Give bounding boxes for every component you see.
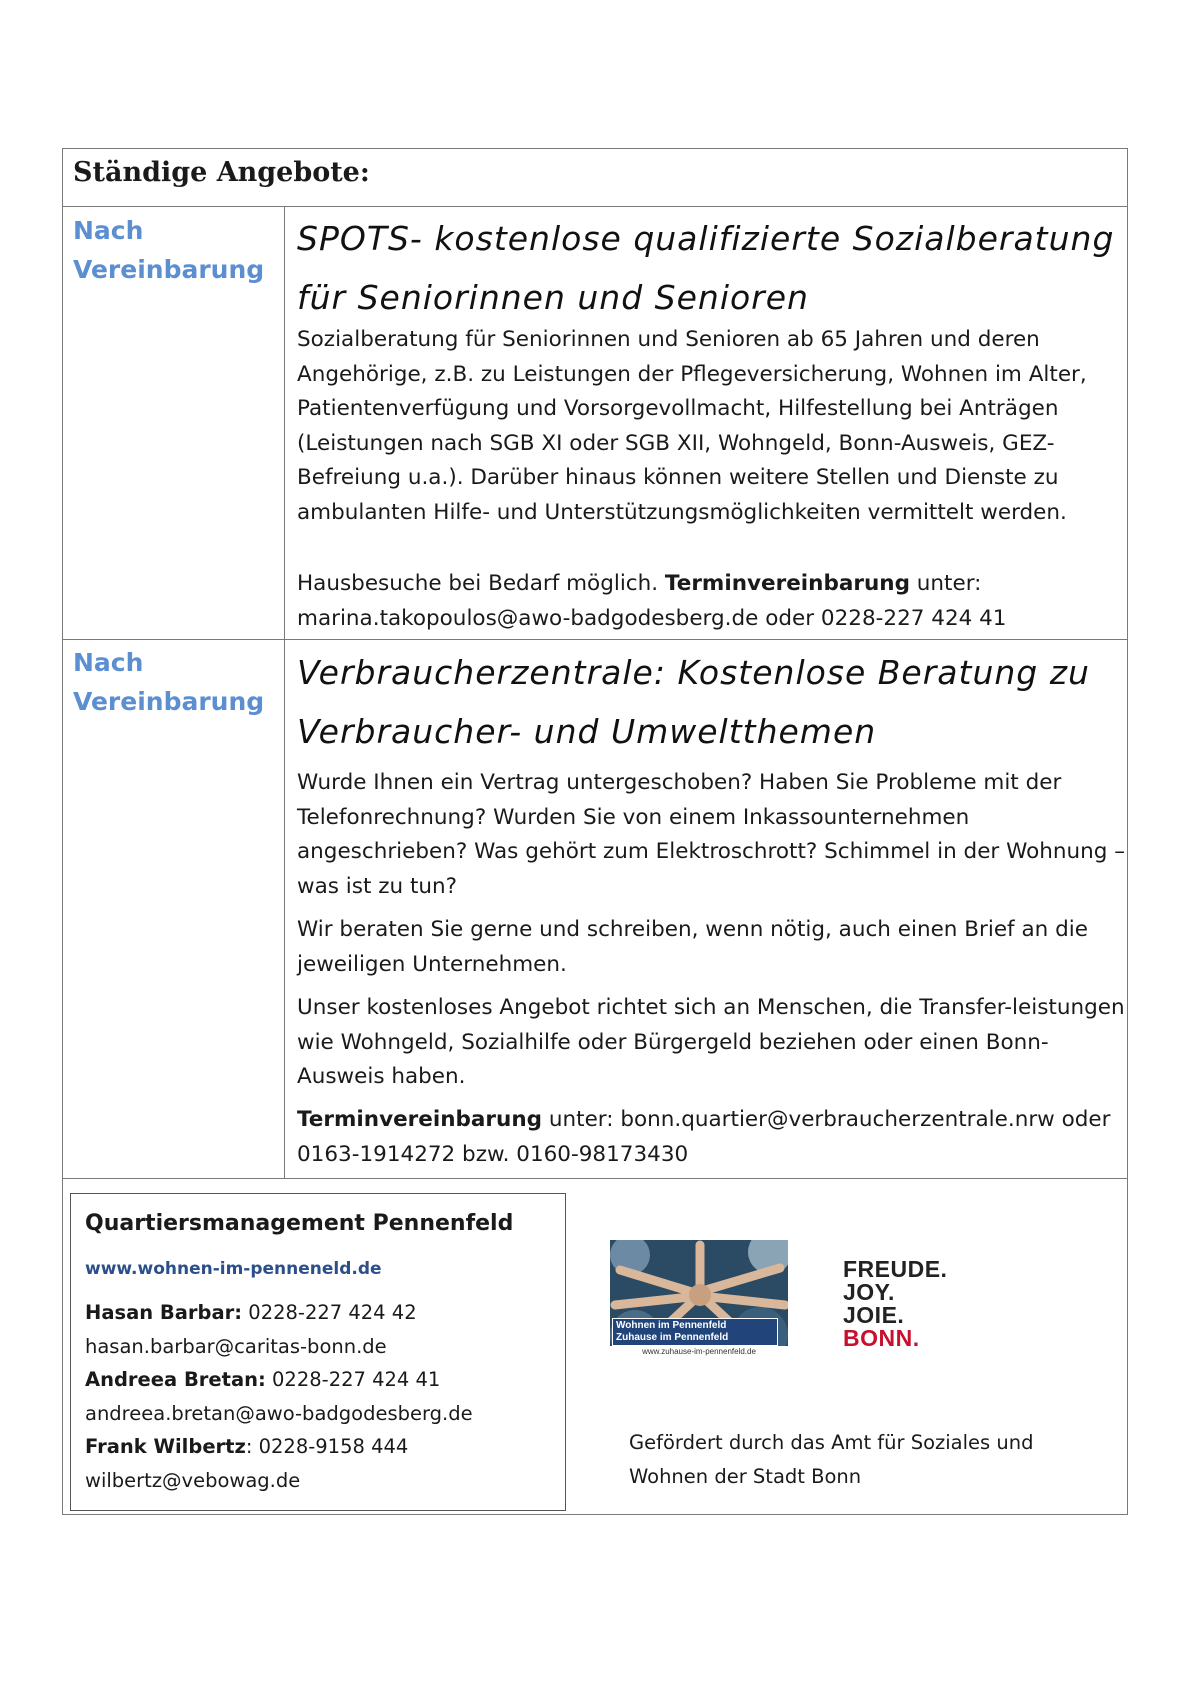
row-divider (63, 639, 1127, 640)
contact-person: Hasan Barbar: 0228-227 424 42 (85, 1301, 417, 1324)
website-link[interactable]: www.wohnen-im-penneneld.de (85, 1259, 382, 1279)
contact-person: Frank Wilbertz: 0228-9158 444 (85, 1435, 409, 1459)
offer-time-label: Nach Vereinbarung (73, 648, 265, 716)
contact-person: Andreea Bretan: 0228-227 424 41 (85, 1368, 441, 1392)
footer-row (63, 1178, 1127, 1514)
offer-title: SPOTS- kostenlose qualifizierte Sozialberatung für Seniorinnen und Senioren (297, 219, 1115, 317)
contact-box (70, 1193, 566, 1511)
offer-description: Wurde Ihnen ein Vertrag untergeschoben? Haben Sie Probleme mit der Telefonrechnung? Wurden Sie von einem Inkassounternehmen angeschrieben? Was gehört zum Elektroschrott? Schimmel in der Wohnung – was ist zu tun? (297, 770, 1125, 899)
contact-email[interactable]: andreea.bretan@awo-badgodesberg.de (85, 1401, 473, 1425)
offer-description-2: Wir beraten Sie gerne und schreiben, wenn nötig, auch einen Brief an die jeweiligen Unternehmen. (297, 917, 1088, 977)
offer-eligibility: Unser kostenloses Angebot richtet sich an Menschen, die Transfer-leistungen wie Wohngeld, Sozialhilfe oder Bürgergeld beziehen oder einen Bonn-Ausweis haben. (297, 995, 1125, 1089)
offers-table (62, 148, 1128, 1515)
offer-time-label: Nach Vereinbarung (73, 216, 265, 284)
offer-title: Verbraucherzentrale: Kostenlose Beratung zu Verbraucher- und Umweltthemen (297, 653, 1090, 751)
row-divider (63, 206, 1127, 207)
column-divider (284, 206, 285, 1178)
pennenfeld-logo-image (610, 1240, 788, 1358)
contact-title: Quartiersmanagement Pennenfeld (85, 1211, 514, 1236)
section-heading: Ständige Angebote: (73, 157, 370, 188)
contact-email[interactable]: hasan.barbar@caritas-bonn.de (85, 1334, 387, 1358)
pennenfeld-logo-banner: Wohnen im Pennenfeld Zuhause im Pennenfeld (612, 1318, 778, 1346)
contact-email[interactable]: wilbertz@vebowag.de (85, 1468, 301, 1492)
funding-notice: Gefördert durch das Amt für Soziales und Wohnen der Stadt Bonn (629, 1431, 1034, 1488)
contact-list (85, 1296, 473, 1498)
bonn-city-logo: FREUDE. JOY. JOIE. BONN. (843, 1256, 948, 1351)
pennenfeld-logo-url: www.zuhause-im-pennenfeld.de (610, 1346, 788, 1358)
offer-appointment-info: Terminvereinbarung unter: bonn.quartier@verbraucherzentrale.nrw oder 0163-1914272 bzw. 0160-98173430 (297, 1107, 1111, 1167)
offer-description: Sozialberatung für Seniorinnen und Senioren ab 65 Jahren und deren Angehörige, z.B. zu Leistungen der Pflegeversicherung, Wohnen im Alter, Patientenverfügung und Vorsorgevollmacht, Hilfestellung bei Anträgen (Leistungen nach SGB XI oder SGB XII, Wohngeld, Bonn-Ausweis, GEZ-Befreiung u.a.). Darüber hinaus können weitere Stellen und Dienste zu ambulanten Hilfe- und Unterstützungsmöglichkeiten vermittelt werden. (297, 327, 1087, 525)
offer-appointment-info: Hausbesuche bei Bedarf möglich. Terminvereinbarung unter: marina.takopoulos@awo-badgodesberg.de oder 0228-227 424 41 (297, 571, 1007, 631)
